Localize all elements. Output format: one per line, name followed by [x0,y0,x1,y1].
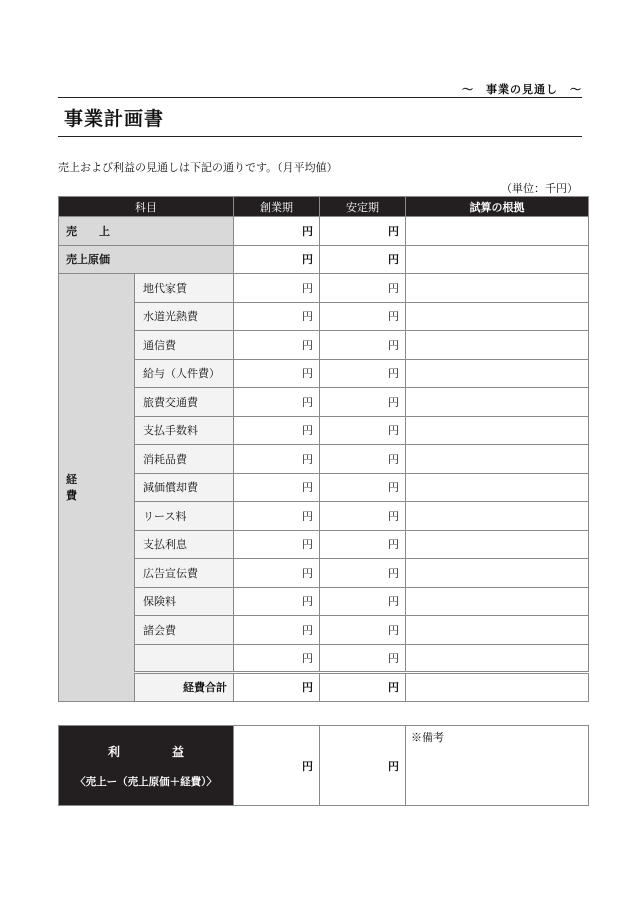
expense-cell-startup[interactable]: 円 [234,530,320,559]
expense-cell-stable[interactable]: 円 [320,331,406,360]
expense-cell-stable[interactable]: 円 [320,473,406,502]
expense-row [59,587,589,616]
expense-cell-stable[interactable]: 円 [320,445,406,474]
expense-cell-stable[interactable]: 円 [320,359,406,388]
page-title: 事業計画書 [64,108,165,130]
expense-total-basis[interactable] [406,673,589,702]
expense-cell-basis[interactable] [406,644,589,673]
expense-row [59,416,589,445]
expense-cell-basis[interactable] [406,416,589,445]
expense-cell-basis[interactable] [406,388,589,417]
expense-item-label: 消耗品費 [135,445,234,474]
expense-row [59,559,589,588]
intro-text: 売上および利益の見通しは下記の通りです。（月平均値） [58,161,338,174]
row-label-cost: 売上原価 [59,245,234,274]
row-label-expenses: 経 費 [59,274,135,702]
expense-row [59,616,589,645]
expense-row [59,644,589,673]
row-cost [59,245,589,274]
expense-item-label: 支払利息 [135,530,234,559]
expense-cell-startup[interactable]: 円 [234,331,320,360]
expense-cell-basis[interactable] [406,502,589,531]
col-header-stable: 安定期 [320,197,406,217]
expense-cell-startup[interactable]: 円 [234,302,320,331]
expense-row [59,530,589,559]
expense-cell-stable[interactable]: 円 [320,559,406,588]
unit-label: （単位：千円） [501,182,578,195]
cell-cost-startup[interactable]: 円 [234,245,320,274]
expense-row [59,331,589,360]
profit-table [58,725,589,806]
title-top-rule [58,97,582,98]
expense-cell-stable[interactable]: 円 [320,616,406,645]
expense-cell-stable[interactable]: 円 [320,502,406,531]
expense-cell-basis[interactable] [406,274,589,303]
expense-cell-basis[interactable] [406,587,589,616]
profit-label-cell [59,726,234,806]
expense-row [59,388,589,417]
expense-cell-basis[interactable] [406,331,589,360]
expense-row [59,359,589,388]
expense-cell-stable[interactable]: 円 [320,302,406,331]
cell-cost-basis[interactable] [406,245,589,274]
expense-cell-startup[interactable]: 円 [234,644,320,673]
col-header-basis: 試算の根拠 [406,197,589,217]
expense-item-label: リース料 [135,502,234,531]
expense-row [59,445,589,474]
expense-cell-startup[interactable]: 円 [234,559,320,588]
cell-profit-startup[interactable]: 円 [234,726,320,806]
row-label-sales: 売 上 [59,217,234,246]
expense-item-label: 減価償却費 [135,473,234,502]
expense-cell-basis[interactable] [406,616,589,645]
expense-cell-stable[interactable]: 円 [320,274,406,303]
expense-cell-startup[interactable]: 円 [234,587,320,616]
expense-item-label: 通信費 [135,331,234,360]
expense-item-label: 給与（人件費） [135,359,234,388]
expense-total-startup[interactable]: 円 [234,673,320,702]
expense-item-label: 支払手数料 [135,416,234,445]
expense-item-label: 諸会費 [135,616,234,645]
row-profit [59,726,589,806]
profit-note[interactable]: ※備考 [406,726,589,806]
cell-sales-stable[interactable]: 円 [320,217,406,246]
expense-cell-startup[interactable]: 円 [234,502,320,531]
table-header-row [59,197,589,217]
cell-sales-startup[interactable]: 円 [234,217,320,246]
expense-item-label: 旅費交通費 [135,388,234,417]
cell-sales-basis[interactable] [406,217,589,246]
expense-cell-startup[interactable]: 円 [234,388,320,417]
expense-cell-stable[interactable]: 円 [320,587,406,616]
expense-item-label: 水道光熱費 [135,302,234,331]
plan-table [58,196,589,702]
expense-row [59,274,589,303]
expense-cell-stable[interactable]: 円 [320,388,406,417]
expense-row [59,473,589,502]
profit-formula: 〈売上ー（売上原価＋経費）〉 [75,775,217,788]
expense-cell-startup[interactable]: 円 [234,359,320,388]
expense-cell-basis[interactable] [406,473,589,502]
expense-cell-startup[interactable]: 円 [234,274,320,303]
expense-cell-startup[interactable]: 円 [234,416,320,445]
expense-row [59,502,589,531]
profit-label: 利 益 [107,744,204,759]
expense-item-label: 保険料 [135,587,234,616]
expense-item-label: 地代家賃 [135,274,234,303]
expense-cell-startup[interactable]: 円 [234,616,320,645]
expense-cell-basis[interactable] [406,359,589,388]
row-expense-total [59,673,589,702]
title-bottom-rule [58,136,582,137]
expense-cell-stable[interactable]: 円 [320,530,406,559]
expense-cell-startup[interactable]: 円 [234,473,320,502]
cell-profit-stable[interactable]: 円 [320,726,406,806]
expense-cell-basis[interactable] [406,302,589,331]
expense-total-stable[interactable]: 円 [320,673,406,702]
expense-row [59,302,589,331]
expense-cell-stable[interactable]: 円 [320,416,406,445]
expense-cell-basis[interactable] [406,559,589,588]
section-tag: ～ 事業の見通し ～ [462,83,582,96]
expense-total-label: 経費合計 [135,673,234,702]
expense-cell-basis[interactable] [406,445,589,474]
expense-item-label [135,644,234,673]
expense-cell-stable[interactable]: 円 [320,644,406,673]
expense-cell-startup[interactable]: 円 [234,445,320,474]
row-sales [59,217,589,246]
col-header-item: 科目 [59,197,234,217]
expense-item-label: 広告宣伝費 [135,559,234,588]
expense-cell-basis[interactable] [406,530,589,559]
col-header-startup: 創業期 [234,197,320,217]
cell-cost-stable[interactable]: 円 [320,245,406,274]
